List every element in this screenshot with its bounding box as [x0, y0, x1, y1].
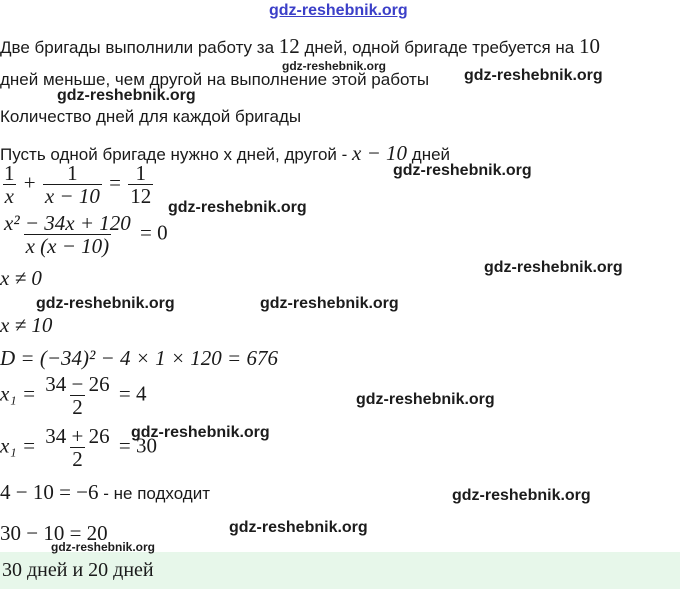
watermark[interactable]: gdz-reshebnik.org [36, 295, 175, 312]
root-1 [0, 373, 146, 418]
condition-x-not-0: x ≠ 0 [0, 266, 42, 290]
second-team-days: 30 − 10 = 20 [0, 521, 108, 545]
fraction-1-over-x-minus-10 [43, 162, 102, 207]
discriminant: D = (−34)² − 4 × 1 × 120 = 676 [0, 346, 278, 370]
let-text-1: Пусть одной бригаде нужно х дней, другой - [0, 145, 353, 164]
watermark[interactable]: gdz-reshebnik.org [452, 487, 591, 504]
watermark[interactable]: gdz-reshebnik.org [51, 540, 156, 554]
answer-text: 30 дней и 20 дней [2, 559, 154, 581]
watermark[interactable]: gdz-reshebnik.org [168, 199, 307, 216]
check-expr: 4 − 10 = −6 [0, 480, 99, 504]
watermark[interactable]: gdz-reshebnik.org [393, 162, 532, 179]
problem-line-1 [0, 34, 600, 59]
frac-num: 34 + 26 [45, 424, 110, 448]
watermark[interactable]: gdz-reshebnik.org [356, 391, 495, 408]
root-lhs: x₁ = [0, 381, 37, 406]
root-lhs: x₁ = [0, 433, 37, 458]
watermark[interactable]: gdz-reshebnik.org [131, 424, 270, 441]
answer-box [0, 552, 680, 589]
condition-x-not-10: x ≠ 10 [0, 313, 53, 337]
frac-num: 34 − 26 [45, 372, 110, 396]
frac-den: 2 [72, 447, 83, 471]
let-expr: x − 10 [352, 141, 408, 165]
root-rhs: = 30 [118, 433, 157, 458]
equals-sign: = [109, 170, 121, 195]
root-rhs: = 4 [118, 381, 147, 406]
plus-sign: + [23, 170, 36, 195]
fraction-quadratic [2, 212, 133, 257]
let-text-2: дней [407, 145, 451, 164]
problem-diff: 10 [578, 34, 600, 58]
root-fraction [43, 425, 111, 470]
frac-num: 1 [4, 161, 15, 185]
root-fraction [43, 373, 111, 418]
watermark[interactable]: gdz-reshebnik.org [57, 87, 196, 104]
equation-rational [0, 212, 168, 257]
watermark-top[interactable]: gdz-reshebnik.org [269, 2, 408, 19]
problem-text-1: Две бригады выполнили работу за [0, 38, 279, 57]
equation-sum [0, 162, 155, 207]
watermark[interactable]: gdz-reshebnik.org [229, 519, 368, 536]
check-line [0, 480, 210, 505]
problem-days-total: 12 [278, 34, 300, 58]
watermark[interactable]: gdz-reshebnik.org [484, 259, 623, 276]
frac-den: x (x − 10) [25, 234, 110, 258]
problem-line-2: дней меньше, чем другой на выполнение этой работы [0, 70, 430, 89]
watermark[interactable]: gdz-reshebnik.org [282, 59, 387, 73]
check-text: - не подходит [98, 484, 211, 503]
watermark[interactable]: gdz-reshebnik.org [464, 67, 603, 84]
frac-num: x² − 34x + 120 [4, 211, 131, 235]
watermark[interactable]: gdz-reshebnik.org [260, 295, 399, 312]
frac-den: 2 [72, 395, 83, 419]
equation-rhs: = 0 [140, 220, 168, 245]
problem-text-2: дней, одной бригаде требуется на [299, 38, 579, 57]
fraction-1-over-12 [128, 162, 153, 207]
frac-num: 1 [135, 161, 146, 185]
frac-den: 12 [130, 184, 152, 208]
fraction-1-over-x [2, 162, 17, 207]
frac-den: x [4, 184, 14, 208]
frac-num: 1 [67, 161, 78, 185]
subtitle: Количество дней для каждой бригады [0, 107, 302, 126]
frac-den: x − 10 [44, 184, 100, 208]
